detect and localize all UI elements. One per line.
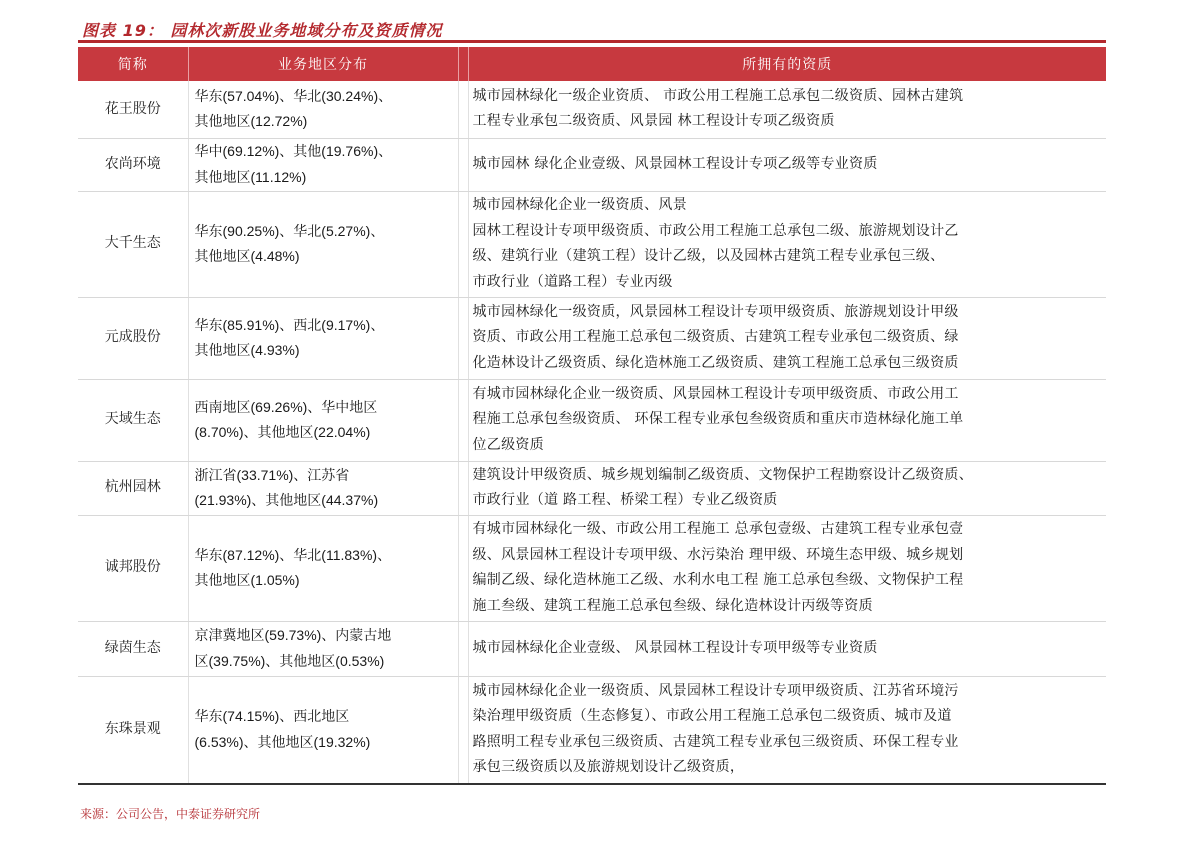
region-distribution — [188, 297, 458, 379]
region-distribution — [188, 191, 458, 297]
table-row — [78, 621, 1106, 676]
company-name: 天域生态 — [78, 379, 188, 461]
qualifications — [468, 621, 1106, 676]
region-line: 华东(85.91%)、西北(9.17%)、 — [194, 316, 385, 333]
qualification-line: 城市园林 绿化企业壹级、风景园林工程设计专项乙级等专业资质 — [472, 155, 878, 172]
qualification-line: 工程专业承包二级资质、风景园 林工程设计专项乙级资质 — [472, 113, 835, 130]
header-region: 业务地区分布 — [188, 47, 458, 81]
table-row — [78, 515, 1106, 621]
source-note: 来源：公司公告，中泰证券研究所 — [80, 807, 261, 821]
region-distribution — [188, 621, 458, 676]
region-line: 其他地区(1.05%) — [194, 572, 300, 588]
qualifications — [468, 379, 1106, 461]
region-line: 京津冀地区(59.73%)、内蒙古地 — [194, 627, 392, 643]
region-line: 区(39.75%)、其他地区(0.53%) — [194, 652, 385, 669]
region-line: 华东(87.12%)、华北(11.83%)、 — [194, 546, 392, 563]
company-name: 农尚环境 — [78, 138, 188, 191]
qualifications — [468, 461, 1106, 515]
header-name: 简称 — [78, 47, 188, 81]
region-line: 华中(69.12%)、其他(19.76%)、 — [194, 143, 393, 159]
qualification-line: 施工叁级、建筑工程施工总承包叁级、绿化造林设计丙级等资质 — [472, 597, 873, 614]
qualification-line: 建筑设计甲级资质、城乡规划编制乙级资质、文物保护工程勘察设计乙级资质、 — [472, 466, 973, 483]
company-name: 诚邦股份 — [78, 515, 188, 621]
spacer-cell — [458, 621, 468, 676]
region-distribution — [188, 138, 458, 191]
qualification-line: 级、风景园林工程设计专项甲级、水污染治 理甲级、环境生态甲级、城乡规划 — [472, 546, 964, 563]
qualification-line: 园林工程设计专项甲级资质、市政公用工程施工总承包二级、旅游规划设计乙 — [472, 222, 959, 239]
table-row — [78, 676, 1106, 784]
qualification-line: 城市园林绿化企业壹级、 风景园林工程设计专项甲级等专业资质 — [472, 639, 878, 656]
region-line: (6.53%)、其他地区(19.32%) — [194, 733, 371, 750]
qualification-line: 市政行业（道路工程）专业丙级 — [472, 273, 673, 290]
region-distribution — [188, 81, 458, 138]
region-line: (8.70%)、其他地区(22.04%) — [194, 424, 371, 440]
qualifications — [468, 297, 1106, 379]
qualifications — [468, 191, 1106, 297]
region-line: 华东(74.15%)、西北地区 — [194, 708, 350, 725]
company-name: 元成股份 — [78, 297, 188, 379]
qualification-line: 级、建筑行业（建筑工程）设计乙级，以及园林古建筑工程专业承包三级、 — [472, 248, 945, 264]
spacer-cell — [458, 461, 468, 515]
spacer-cell — [458, 81, 468, 138]
region-line: 其他地区(11.12%) — [194, 168, 307, 185]
header-qualification: 所拥有的资质 — [468, 47, 1106, 81]
qualification-line: 程施工总承包叁级资质、 环保工程专业承包叁级资质和重庆市造林绿化施工单 — [472, 411, 964, 428]
title-bar — [78, 10, 1106, 43]
qualification-line: 城市园林绿化企业一级资质、风景园林工程设计专项甲级资质、江苏省环境污 — [472, 682, 959, 699]
table-row — [78, 81, 1106, 138]
region-distribution — [188, 379, 458, 461]
qualifications — [468, 515, 1106, 621]
company-name: 大千生态 — [78, 191, 188, 297]
spacer-cell — [458, 297, 468, 379]
qualification-line: 城市园林绿化一级资质，风景园林工程设计专项甲级资质、旅游规划设计甲级 — [472, 303, 959, 320]
company-name: 杭州园林 — [78, 461, 188, 515]
spacer-cell — [458, 191, 468, 297]
qualification-line: 市政行业（道 路工程、桥梁工程）专业乙级资质 — [472, 492, 778, 508]
qualification-line: 城市园林绿化一级企业资质、 市政公用工程施工总承包二级资质、园林古建筑 — [472, 87, 964, 104]
qualifications — [468, 676, 1106, 784]
qualification-line: 城市园林绿化企业一级资质、风景 — [472, 197, 687, 213]
region-line: 西南地区(69.26%)、华中地区 — [194, 398, 378, 415]
figure-title: 图表 19： 园林次新股业务地域分布及资质情况 — [82, 21, 443, 40]
table-row — [78, 461, 1106, 515]
region-line: 浙江省(33.71%)、江苏省 — [194, 466, 350, 483]
region-line: 其他地区(12.72%) — [194, 113, 308, 130]
table-header-row — [78, 47, 1106, 81]
header-gap — [458, 47, 468, 81]
region-distribution — [188, 515, 458, 621]
spacer-cell — [458, 379, 468, 461]
qualification-line: 染治理甲级资质（生态修复）、市政公用工程施工总承包二级资质、城市及道 — [472, 708, 952, 725]
table-row — [78, 191, 1106, 297]
qualifications — [468, 81, 1106, 138]
qualification-line: 路照明工程专业承包三级资质、古建筑工程专业承包三级资质、环保工程专业 — [472, 733, 959, 750]
region-distribution — [188, 461, 458, 515]
qualification-line: 有城市园林绿化企业一级资质、风景园林工程设计专项甲级资质、市政公用工 — [472, 385, 959, 402]
table-row — [78, 379, 1106, 461]
qualifications — [468, 138, 1106, 191]
region-line: 其他地区(4.48%) — [194, 248, 300, 264]
qualification-table — [78, 47, 1106, 785]
qualification-line: 位乙级资质 — [472, 436, 544, 453]
qualification-line: 承包三级资质以及旅游规划设计乙级资质， — [472, 759, 745, 776]
spacer-cell — [458, 676, 468, 784]
spacer-cell — [458, 138, 468, 191]
qualification-line: 资质、市政公用工程施工总承包二级资质、古建筑工程专业承包二级资质、绿 — [472, 329, 959, 346]
company-name: 东珠景观 — [78, 676, 188, 784]
table-body — [78, 81, 1106, 784]
qualification-line: 化造林设计乙级资质、绿化造林施工乙级资质、建筑工程施工总承包三级资质 — [472, 354, 959, 371]
qualification-line: 有城市园林绿化一级、市政公用工程施工 总承包壹级、古建筑工程专业承包壹 — [472, 521, 964, 537]
company-name: 绿茵生态 — [78, 621, 188, 676]
table-row — [78, 297, 1106, 379]
region-distribution — [188, 676, 458, 784]
region-line: 其他地区(4.93%) — [194, 342, 300, 358]
region-line: (21.93%)、其他地区(44.37%) — [194, 492, 379, 508]
spacer-cell — [458, 515, 468, 621]
company-name: 花王股份 — [78, 81, 188, 138]
qualification-line: 编制乙级、绿化造林施工乙级、水利水电工程 施工总承包叁级、文物保护工程 — [472, 572, 964, 588]
region-line: 华东(90.25%)、华北(5.27%)、 — [194, 222, 385, 239]
region-line: 华东(57.04%)、华北(30.24%)、 — [194, 87, 393, 104]
table-row — [78, 138, 1106, 191]
